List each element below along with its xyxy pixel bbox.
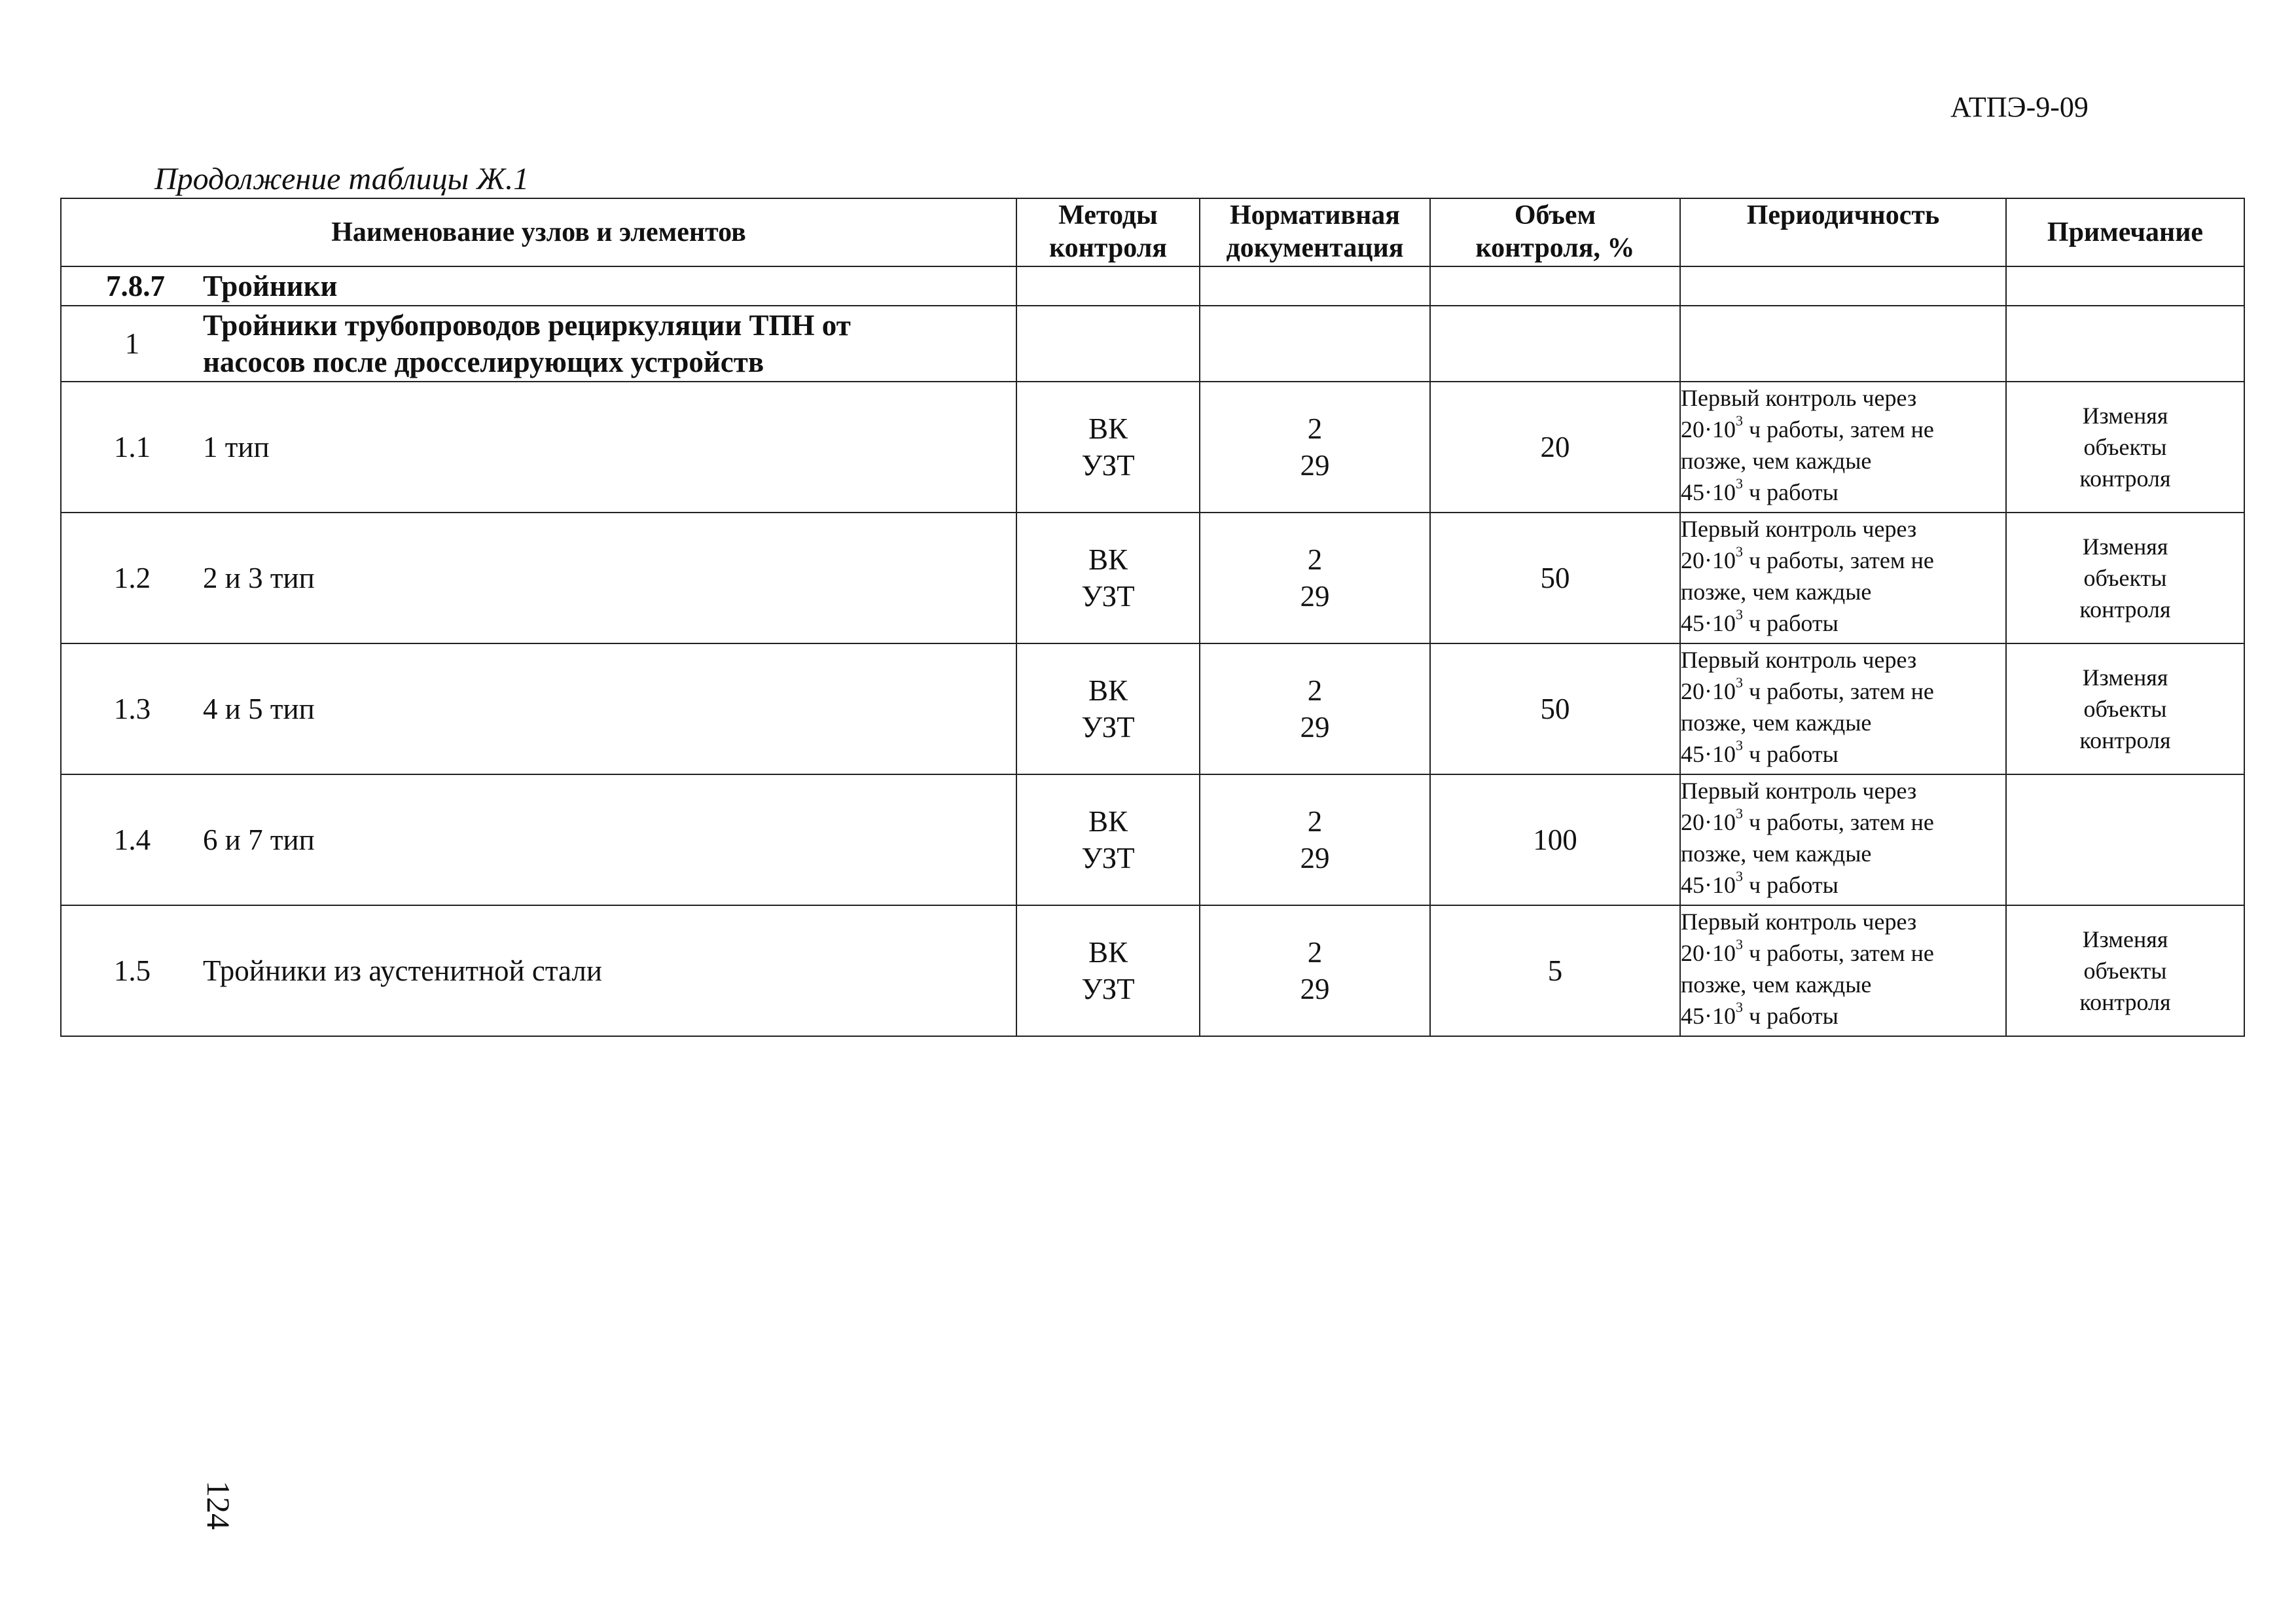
control-table xyxy=(60,198,2245,1037)
section-number: 7.8.7 xyxy=(106,270,165,302)
period-line2: $20\cdot 10^3$ ч работы, затем не xyxy=(1681,805,1934,835)
col-header-name: Наименование узлов и элементов xyxy=(61,198,1016,266)
row-number: 1.4 xyxy=(113,823,151,856)
table-row xyxy=(61,513,2244,643)
row-period xyxy=(1680,382,2006,513)
page-number-wrap xyxy=(199,1481,238,1546)
row-note xyxy=(2006,774,2244,905)
doc-1: 2 xyxy=(1307,412,1323,445)
period-line1: Первый контроль через xyxy=(1681,385,1917,411)
col-header-methods xyxy=(1016,198,1200,266)
period-line3: позже, чем каждые xyxy=(1681,448,1872,474)
group-name-cell xyxy=(61,306,1016,382)
period-line3: позже, чем каждые xyxy=(1681,840,1872,867)
period-line4: $45\cdot 10^3$ ч работы xyxy=(1681,999,1839,1029)
doc-2: 29 xyxy=(1300,842,1330,875)
row-name: 1 тип xyxy=(203,431,270,463)
row-note: Изменяя объекты контроля xyxy=(2006,513,2244,643)
period-line3: позже, чем каждые xyxy=(1681,971,1872,998)
table-row xyxy=(61,382,2244,513)
group-title-line1: Тройники трубопроводов рециркуляции ТПН от xyxy=(203,309,851,342)
col-header-note: Примечание xyxy=(2006,198,2244,266)
row-name: 6 и 7 тип xyxy=(203,823,315,856)
doc-1: 2 xyxy=(1307,674,1323,707)
row-docs xyxy=(1200,513,1430,643)
col-header-docs-line1: Нормативная xyxy=(1229,200,1401,230)
method-1: ВК xyxy=(1088,543,1128,576)
method-1: ВК xyxy=(1088,805,1128,838)
method-1: ВК xyxy=(1088,674,1128,707)
row-volume: 50 xyxy=(1430,513,1680,643)
row-number: 1.3 xyxy=(113,693,151,725)
row-period xyxy=(1680,774,2006,905)
col-header-volume-line1: Объем xyxy=(1514,200,1596,230)
col-header-docs xyxy=(1200,198,1430,266)
period-line1: Первый контроль через xyxy=(1681,516,1917,542)
row-note: Изменяя объекты контроля xyxy=(2006,643,2244,774)
doc-1: 2 xyxy=(1307,936,1323,969)
row-volume: 5 xyxy=(1430,905,1680,1036)
doc-2: 29 xyxy=(1300,449,1330,482)
period-line2: $20\cdot 10^3$ ч работы, затем не xyxy=(1681,543,1934,573)
group-number: 1 xyxy=(124,327,140,360)
doc-2: 29 xyxy=(1300,711,1330,744)
method-2: УЗТ xyxy=(1081,449,1135,482)
row-volume: 100 xyxy=(1430,774,1680,905)
section-name-cell xyxy=(61,266,1016,306)
row-period xyxy=(1680,905,2006,1036)
method-2: УЗТ xyxy=(1081,842,1135,875)
row-period xyxy=(1680,513,2006,643)
row-docs xyxy=(1200,643,1430,774)
row-number: 1.2 xyxy=(113,562,151,594)
row-volume: 20 xyxy=(1430,382,1680,513)
period-line4: $45\cdot 10^3$ ч работы xyxy=(1681,475,1839,505)
row-number: 1.1 xyxy=(113,431,151,463)
method-2: УЗТ xyxy=(1081,580,1135,613)
row-methods xyxy=(1016,513,1200,643)
document-code: АТПЭ-9-09 xyxy=(1950,91,2089,123)
col-header-docs-line2: документация xyxy=(1226,233,1404,263)
method-1: ВК xyxy=(1088,936,1128,969)
row-note: Изменяя объекты контроля xyxy=(2006,382,2244,513)
group-title-line2: насосов после дросселирующих устройств xyxy=(203,346,764,378)
row-methods xyxy=(1016,382,1200,513)
col-header-volume-line2: контроля, % xyxy=(1475,233,1635,263)
method-1: ВК xyxy=(1088,412,1128,445)
row-number: 1.5 xyxy=(113,954,151,987)
group-row xyxy=(61,306,2244,382)
period-line1: Первый контроль через xyxy=(1681,909,1917,935)
row-docs xyxy=(1200,382,1430,513)
table-header-row xyxy=(61,198,2244,266)
row-note: Изменяя объекты контроля xyxy=(2006,905,2244,1036)
row-name: 2 и 3 тип xyxy=(203,562,315,594)
section-title: Тройники xyxy=(203,270,338,302)
col-header-methods-line2: контроля xyxy=(1049,233,1168,263)
doc-1: 2 xyxy=(1307,805,1323,838)
row-name: 4 и 5 тип xyxy=(203,693,315,725)
period-line4: $45\cdot 10^3$ ч работы xyxy=(1681,606,1839,636)
period-line1: Первый контроль через xyxy=(1681,647,1917,673)
page-number: 124 xyxy=(200,1481,237,1530)
row-methods xyxy=(1016,905,1200,1036)
period-line3: позже, чем каждые xyxy=(1681,710,1872,736)
row-methods xyxy=(1016,643,1200,774)
table-row xyxy=(61,905,2244,1036)
period-line4: $45\cdot 10^3$ ч работы xyxy=(1681,868,1839,898)
period-line2: $20\cdot 10^3$ ч работы, затем не xyxy=(1681,412,1934,442)
group-title xyxy=(203,307,1016,380)
period-line3: позже, чем каждые xyxy=(1681,579,1872,605)
col-header-methods-line1: Методы xyxy=(1058,200,1158,230)
doc-1: 2 xyxy=(1307,543,1323,576)
row-docs xyxy=(1200,774,1430,905)
row-name: Тройники из аустенитной стали xyxy=(203,954,602,987)
period-line4: $45\cdot 10^3$ ч работы xyxy=(1681,737,1839,767)
col-header-volume xyxy=(1430,198,1680,266)
period-line1: Первый контроль через xyxy=(1681,778,1917,804)
method-2: УЗТ xyxy=(1081,711,1135,744)
method-2: УЗТ xyxy=(1081,973,1135,1005)
period-line2: $20\cdot 10^3$ ч работы, затем не xyxy=(1681,936,1934,966)
doc-2: 29 xyxy=(1300,973,1330,1005)
col-header-period: Периодичность xyxy=(1680,198,2006,266)
section-row xyxy=(61,266,2244,306)
row-docs xyxy=(1200,905,1430,1036)
table-row xyxy=(61,774,2244,905)
row-methods xyxy=(1016,774,1200,905)
period-line2: $20\cdot 10^3$ ч работы, затем не xyxy=(1681,674,1934,704)
table-caption: Продолжение таблицы Ж.1 xyxy=(154,162,529,196)
doc-2: 29 xyxy=(1300,580,1330,613)
row-period xyxy=(1680,643,2006,774)
table-row xyxy=(61,643,2244,774)
row-volume: 50 xyxy=(1430,643,1680,774)
